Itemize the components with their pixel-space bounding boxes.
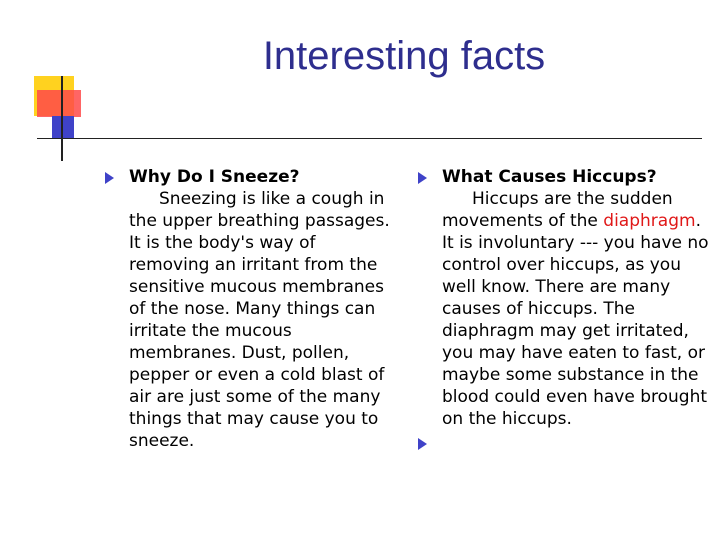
decor-vertical-line <box>61 76 63 161</box>
decor-blue-square <box>52 116 74 139</box>
bullet-item-hiccups <box>418 166 713 430</box>
left-column <box>105 166 400 452</box>
bullet-item-sneeze <box>105 166 400 452</box>
slide-title: Interesting facts <box>262 34 546 78</box>
bullet-icon <box>105 172 114 184</box>
bullet-item-empty <box>418 432 713 454</box>
diaphragm-link[interactable]: diaphragm <box>603 211 696 231</box>
hiccups-body-end: . It is involuntary --- you have no control over hiccups, as you well know. There are many causes of hiccups. The diaphragm may get irritated, you may have eaten to fast, or maybe some substance in the blood could even have brought on the hiccups. <box>442 211 709 429</box>
hiccups-body-start: Hiccups are the sudden movements of the <box>442 189 673 231</box>
bullet-icon <box>418 438 427 450</box>
sneeze-body: Sneezing is like a cough in the upper breathing passages. It is the body's way of removing an irritant from the sensitive mucous membranes of the nose. Many things can irritate the mucous membranes. Dust, pollen, pepper or even a cold blast of air are just some of the many things that may cause you to sneeze. <box>129 189 390 451</box>
sneeze-heading: Why Do I Sneeze? <box>129 167 300 187</box>
hiccups-body <box>442 188 713 430</box>
right-column <box>418 166 713 454</box>
decor-red-square <box>37 90 81 117</box>
bullet-icon <box>418 172 427 184</box>
title-divider-line <box>37 138 702 139</box>
hiccups-heading: What Causes Hiccups? <box>442 167 657 187</box>
